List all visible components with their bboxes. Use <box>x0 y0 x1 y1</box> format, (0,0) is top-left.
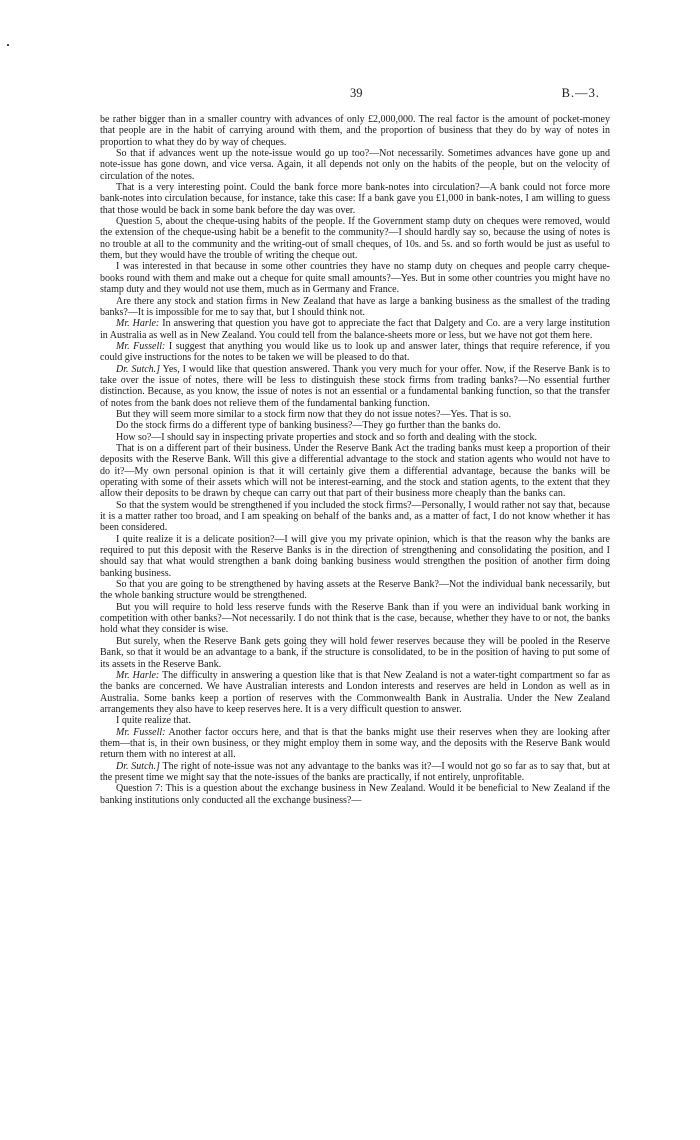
paragraph-text: So that you are going to be strengthened by having assets at the Reserve Bank?—Not the individual bank necessarily, but the whole banking structure would be strengthened. <box>100 579 610 602</box>
paragraph-text: That is on a different part of their business. Under the Reserve Bank Act the trading banks must keep a proportion of their deposits with the Reserve Bank. Will this give a differential advantage to the stock and station agents who would not have to do it?—My own personal opinion is that it will certainly give them a differential advantage, because the banks will be operating with some of their assets which will not be interest-earning, and the stock and station agents, to the extent that they allow their deposits to be drawn by cheque can carry out that part of their business more cheaply than the banks can. <box>100 442 610 500</box>
transcript-paragraph <box>100 783 610 806</box>
paragraph-text: Question 5, about the cheque-using habits of the people. If the Government stamp duty on cheques were removed, would the extension of the cheque-using habit be a benefit to the community?—I should hardly say so, because the using of notes is no trouble at all to the community and the writing-out of small cheques, of 10s. and 5s. and so forth would be just as useful to them, but they would have the trouble of writing the cheque out. <box>100 216 610 262</box>
paragraph-text: Are there any stock and station firms in New Zealand that have as large a banking business as the smallest of the trading banks?—It is impossible for me to say that, but I should think not. <box>100 295 610 318</box>
transcript-paragraph <box>100 534 610 579</box>
paragraph-text: I quite realize it is a delicate position?—I will give you my private opinion, which is that the reason why the banks are required to put this deposit with the Reserve Banks is in the direction of strengthening and consolidating the position, and I should say that what would strengthen a bank doing banking business would strengthen the position of another firm doing banking business. <box>100 533 610 579</box>
paragraph-text: Do the stock firms do a different type of banking business?—They go further than the banks do. <box>116 420 501 432</box>
transcript-paragraph <box>100 670 610 715</box>
document-reference: B.—3. <box>561 86 600 100</box>
transcript-paragraph <box>100 636 610 670</box>
transcript-paragraph <box>100 579 610 602</box>
transcript-body <box>100 114 610 806</box>
transcript-paragraph <box>100 216 610 261</box>
speaker-label: Dr. Sutch.] <box>116 760 160 772</box>
transcript-paragraph <box>100 761 610 784</box>
paragraph-text: be rather bigger than in a smaller country with advances of only £2,000,000. The real factor is the amount of pocket-money that people are in the habit of carrying around with them, and the proportion of business that they do by way of notes in proportion to what they do by way of cheques. <box>100 114 610 148</box>
transcript-paragraph <box>100 443 610 500</box>
paragraph-text: I suggest that anything you would like us to look up and answer later, things that require reference, if you could give instructions for the notes to be taken we will be pleased to do that. <box>100 340 611 364</box>
paragraph-text: In answering that question you have got to appreciate the fact that Dalgety and Co. are a very large institution in Australia as well as in New Zealand. You could tell from the balance-sheets more or less, but we have not got them here. <box>100 318 610 341</box>
transcript-paragraph <box>100 409 610 420</box>
transcript-paragraph <box>100 341 610 364</box>
transcript-paragraph <box>100 602 610 636</box>
paragraph-text: But surely, when the Reserve Bank gets going they will hold fewer reserves because they will be pooled in the Reserve Bank, so that it would be an advantage to a bank, if the structure is consolidated, to be in the position of having to put some of its assets in the Reserve Bank. <box>100 635 610 670</box>
scan-edge-mark <box>7 44 9 46</box>
paragraph-text: Yes, I would like that question answered. Thank you very much for your offer. Now, if the Reserve Bank is to take over the issue of notes, there will be less to distinguish these stock firms from trading banks?—No essential further distinction. Because, as you know, the issue of notes is not an essential or a fundamental banking function, so that the transfer of notes from the bank does not relieve them of the fundamental banking function. <box>100 363 610 409</box>
paragraph-text: So that if advances went up the note-issue would go up too?—Not necessarily. Sometimes advances have gone up and note-issue has gone down, and vice versa. Again, it all depends not only on the habits of the people, but on the velocity of circulation of the notes. <box>100 148 610 182</box>
speaker-label: Dr. Sutch.] <box>116 363 161 375</box>
paragraph-text: I was interested in that because in some other countries they have no stamp duty on cheques and people carry cheque-books round with them and make out a cheque for quite small amounts?—Yes. But in some other countries you might have no stamp duty and they would not use them, much as in Germany and France. <box>100 261 610 296</box>
paragraph-text: But they will seem more similar to a stock firm now that they do not issue notes?—Yes. That is so. <box>116 408 512 420</box>
transcript-paragraph <box>100 318 610 341</box>
page-header <box>100 86 600 102</box>
paragraph-text: But you will require to hold less reserve funds with the Reserve Bank than if you were an individual bank working in competition with other banks?—Not necessarily. I do not think that is the case, because, whether they have to or not, the banks hold what they consider is wise. <box>100 601 610 636</box>
speaker-label: Mr. Harle: <box>116 669 160 681</box>
paragraph-text: Question 7: This is a question about the exchange business in New Zealand. Would it be beneficial to New Zealand if the banking institutions only conducted all the exchange business?— <box>100 783 610 806</box>
transcript-paragraph <box>100 114 610 148</box>
paragraph-text: I quite realize that. <box>116 715 191 727</box>
transcript-paragraph <box>100 500 610 534</box>
transcript-paragraph <box>100 261 610 295</box>
transcript-paragraph <box>100 148 610 182</box>
transcript-paragraph <box>100 182 610 216</box>
transcript-paragraph <box>100 296 610 319</box>
speaker-label: Mr. Harle: <box>116 318 160 330</box>
transcript-paragraph <box>100 420 610 431</box>
paragraph-text: That is a very interesting point. Could the bank force more bank-notes into circulation?—A bank could not force more bank-notes into circulation because, for instance, take this case: If a bank gave you £1,000 in bank-notes, I am willing to guess that those would be back in some bank before the day was over. <box>100 182 610 216</box>
transcript-paragraph <box>100 715 610 726</box>
paragraph-text: Another factor occurs here, and that is that the banks might use their reserves when they are looking after them—that is, in their own business, or they might employ them in some way, and the deposits with the Reserve Bank would return them with no interest at all. <box>100 726 610 761</box>
paragraph-text: So that the system would be strengthened if you included the stock firms?—Personally, I would rather not say that, because it is a matter rather too broad, and I am speaking on behalf of the banks and, as a matter of fact, I do not know whether it has been considered. <box>100 499 610 534</box>
transcript-paragraph <box>100 364 610 409</box>
page-number: 39 <box>350 86 363 100</box>
paragraph-text: The right of note-issue was not any advantage to the banks was it?—I would not go so far as to say that, but at the present time we might say that the note-issues of the banks are practically, if not entirely, unprofitable. <box>100 760 610 783</box>
transcript-paragraph <box>100 727 610 761</box>
speaker-label: Mr. Fussell: <box>116 726 166 738</box>
paragraph-text: How so?—I should say in inspecting private properties and stock and so forth and dealing with the stock. <box>116 431 538 443</box>
transcript-paragraph <box>100 432 610 443</box>
speaker-label: Mr. Fussell: <box>116 340 166 352</box>
paragraph-text: The difficulty in answering a question like that is that New Zealand is not a water-tight compartment so far as the banks are concerned. We have Australian interests and London interests and reserves are held in London as well as in Australia. Some banks keep a portion of reserves with the Commonwealth Bank in Australia. Under the New Zealand arrangements they also have to keep reserves here. It is a very difficult question to answer. <box>100 669 610 715</box>
